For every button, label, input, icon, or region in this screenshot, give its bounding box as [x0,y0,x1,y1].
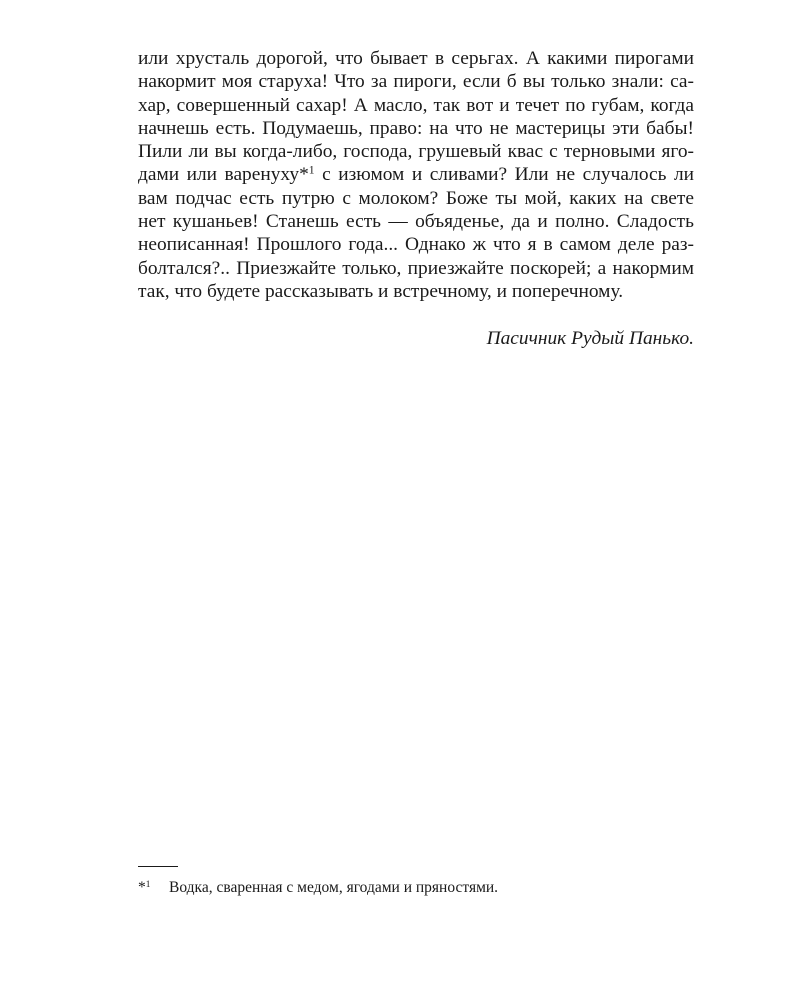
signature: Пасичник Рудый Панько. [486,328,694,349]
text-line: неописанная! Прошлого года... Однако ж что я в самом деле раз- [138,234,694,256]
footnote-divider [138,866,178,867]
text-line: вам подчас есть путрю с молоком? Боже ты мой, каких на свете [138,187,694,209]
text-line: так, что будете рассказывать и встречному, и поперечному. [138,280,624,302]
footnote-mark: * [138,879,146,896]
text-line: хар, совершенный сахар! А масло, так вот и течет по губам, когда [138,94,694,116]
text-line: нет кушаньев! Станешь есть — объяденье, да и полно. Сладость [138,211,694,233]
footnote-number: 1 [145,879,151,890]
footnote-text: Водка, сваренная с медом, ягодами и пряностями. [169,879,499,896]
text-line: или хрусталь дорогой, что бывает в серьгах. А какими пирогами [138,48,694,69]
text-line: начнешь есть. Подумаешь, право: на что не мастерицы эти бабы! [138,117,694,139]
footnote-marker [138,878,169,897]
footnote [138,878,498,897]
text-line-with-footnote-ref [138,163,694,186]
body-text [138,47,694,303]
text-line: Пили ли вы когда-либо, господа, грушевый квас с терновыми яго- [138,141,694,163]
footnote-ref-mark: * [299,164,309,186]
text-segment: дами или варенуху [138,164,300,186]
text-line: болтался?.. Приезжайте только, приезжайте поскорей; а накормим [138,257,694,279]
text-line: накормит моя старуха! Что за пироги, если б вы только знали: са- [138,71,694,93]
footnote-ref-number: 1 [308,164,315,178]
text-segment: с изюмом и сливами? Или не случалось ли [314,164,694,186]
